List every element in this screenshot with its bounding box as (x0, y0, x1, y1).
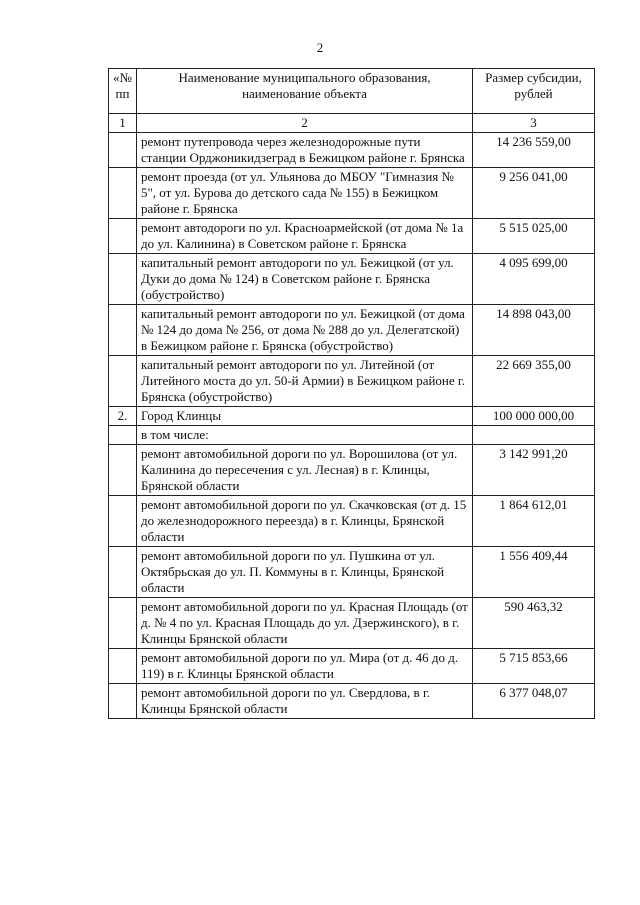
subsidy-amount: 590 463,32 (473, 598, 595, 649)
object-name: капитальный ремонт автодороги по ул. Бежицкой (от ул. Дуки до дома № 124) в Советском районе г. Брянска (обустройство) (137, 254, 473, 305)
row-number (109, 547, 137, 598)
object-name: ремонт автомобильной дороги по ул. Красная Площадь (от д. № 4 по ул. Красная Площадь до ул. Дзержинского), в г. Клинцы Брянской области (137, 598, 473, 649)
row-number (109, 496, 137, 547)
table-row (109, 649, 595, 684)
object-name: ремонт автомобильной дороги по ул. Мира (от д. 46 до д. 119) в г. Клинцы Брянской области (137, 649, 473, 684)
subsidy-amount: 5 715 853,66 (473, 649, 595, 684)
subsidy-amount: 1 864 612,01 (473, 496, 595, 547)
row-number (109, 649, 137, 684)
table-row (109, 426, 595, 445)
subsidy-amount: 14 898 043,00 (473, 305, 595, 356)
table-row (109, 684, 595, 719)
object-name: капитальный ремонт автодороги по ул. Литейной (от Литейного моста до ул. 50-й Армии) в Бежицком районе г. Брянска (обустройство) (137, 356, 473, 407)
row-number (109, 305, 137, 356)
object-name: ремонт путепровода через железнодорожные пути станции Орджоникидзеград в Бежицком районе г. Брянска (137, 133, 473, 168)
header-number: «№ пп (109, 69, 137, 114)
object-name: капитальный ремонт автодороги по ул. Бежицкой (от дома № 124 до дома № 256, от дома № 288 до ул. Делегатской) в Бежицком районе г. Брянска (обустройство) (137, 305, 473, 356)
header-row (109, 69, 595, 114)
subsidy-amount: 3 142 991,20 (473, 445, 595, 496)
table-row (109, 407, 595, 426)
object-name: Город Клинцы (137, 407, 473, 426)
row-number (109, 219, 137, 254)
subsidy-table (108, 68, 595, 719)
object-name: ремонт автодороги по ул. Красноармейской (от дома № 1а до ул. Калинина) в Советском районе г. Брянска (137, 219, 473, 254)
object-name: ремонт автомобильной дороги по ул. Свердлова, в г. Клинцы Брянской области (137, 684, 473, 719)
subsidy-amount: 4 095 699,00 (473, 254, 595, 305)
subsidy-amount (473, 426, 595, 445)
object-name: в том числе: (137, 426, 473, 445)
row-number (109, 426, 137, 445)
table-row (109, 356, 595, 407)
table-row (109, 305, 595, 356)
row-number (109, 254, 137, 305)
header-name: Наименование муниципального образования, наименование объекта (137, 69, 473, 114)
object-name: ремонт автомобильной дороги по ул. Ворошилова (от ул. Калинина до пересечения с ул. Лесная) в г. Клинцы, Брянской области (137, 445, 473, 496)
subsidy-amount: 5 515 025,00 (473, 219, 595, 254)
table-row (109, 496, 595, 547)
row-number (109, 133, 137, 168)
column-index: 2 (137, 114, 473, 133)
table-row (109, 445, 595, 496)
subsidy-amount: 14 236 559,00 (473, 133, 595, 168)
table-header (109, 69, 595, 133)
subsidy-amount: 6 377 048,07 (473, 684, 595, 719)
table-row (109, 254, 595, 305)
subsidy-amount: 9 256 041,00 (473, 168, 595, 219)
column-index-row (109, 114, 595, 133)
row-number (109, 684, 137, 719)
header-amount: Размер субсидии, рублей (473, 69, 595, 114)
row-number (109, 598, 137, 649)
object-name: ремонт автомобильной дороги по ул. Пушкина от ул. Октябрьская до ул. П. Коммуны в г. Клинцы, Брянской области (137, 547, 473, 598)
subsidy-amount: 1 556 409,44 (473, 547, 595, 598)
subsidy-amount: 22 669 355,00 (473, 356, 595, 407)
table-row (109, 219, 595, 254)
table-body (109, 133, 595, 719)
column-index: 1 (109, 114, 137, 133)
table-row (109, 598, 595, 649)
object-name: ремонт проезда (от ул. Ульянова до МБОУ "Гимназия № 5", от ул. Бурова до детского сада № 155) в Бежицком районе г. Брянска (137, 168, 473, 219)
row-number (109, 445, 137, 496)
page-number: 2 (316, 40, 324, 55)
table-row (109, 547, 595, 598)
row-number: 2. (109, 407, 137, 426)
table-row (109, 133, 595, 168)
row-number (109, 356, 137, 407)
subsidy-amount: 100 000 000,00 (473, 407, 595, 426)
object-name: ремонт автомобильной дороги по ул. Скачковская (от д. 15 до железнодорожного переезда) в г. Клинцы, Брянской области (137, 496, 473, 547)
table-row (109, 168, 595, 219)
column-index: 3 (473, 114, 595, 133)
row-number (109, 168, 137, 219)
